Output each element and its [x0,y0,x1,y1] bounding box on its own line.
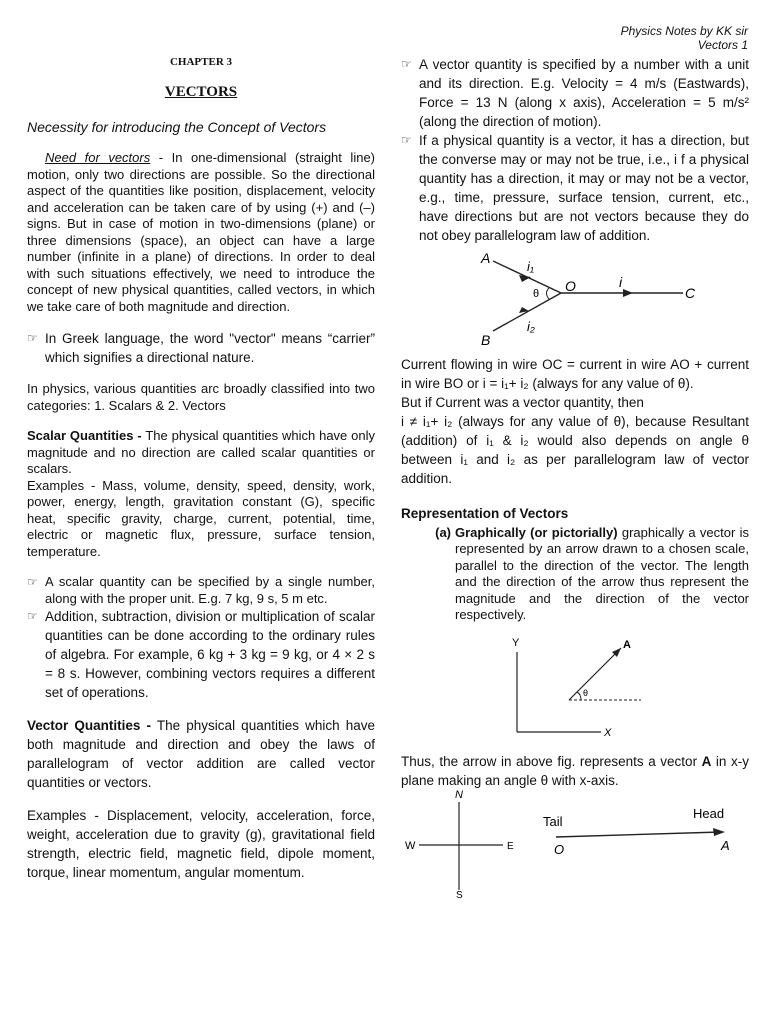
angle-arc [547,288,550,299]
need-text: - In one-dimensional (straight line) motion, only two directions are possible. So the directional aspect of the quantities like position, displacement, velocity and acceleration can be taken care of by using (+) and (–) signs. But in case of motion in two-dimensions (plane) or three dimensions (space), an object can have a large number (infinite in a plane) of directions. In order to deal with such situations effectively, we need to introduce the concept of new physical quantities, called vectors, in which we take care of both magnitude and direction. [27,150,376,314]
vector-bullet-1-text: A vector quantity is specified by a number with a unit and its direction. E.g. Velocity = 4 m/s (Eastwards), Force = 13 N (along x axis), Acceleration = 5 m/s² (along the direction of motion). [419,57,749,129]
label-tail: Tail [543,813,563,829]
angle-arc [577,692,581,700]
thus-paragraph [401,752,749,790]
classify-paragraph: In physics, various quantities arc broadly classified into two categories: 1. Scalars & 2. Vectors [27,381,375,413]
header-author: Physics Notes by KK sir [620,24,748,38]
section-subtitle: Necessity for introducing the Concept of Vectors [27,119,327,135]
compass-and-arrow-figure [401,790,749,900]
pointing-hand-icon: ☞ [27,609,38,623]
scalar-examples: Examples - Mass, volume, density, speed, density, work, power, energy, length, gravitation constant (G), specific heat, specific gravity, charge, current, potential, time, electric or magnetic flux, pressure, surface tension, temperature. [27,477,375,559]
vector-bullet-2 [401,131,749,245]
label-theta: θ [583,687,589,698]
label-i: i [619,274,623,290]
label-head: Head [693,805,725,821]
but-if-text: But if Current was a vector quantity, then [401,395,644,410]
scalar-paragraph [27,428,375,478]
left-column [27,52,375,882]
xy-axes-diagram [401,632,749,746]
label-O: O [565,278,576,294]
label-A: A [623,638,631,651]
pointing-hand-icon: ☞ [401,57,412,71]
representation-a-body: graphically a vector is represented by an arrow drawn to a chosen scale, parallel to the direction of the vector. The length and the direction of the arrow thus represent the magnitude and the direction of the vector respectively. [455,524,749,622]
representation-a-label: (a) [435,524,451,540]
current-junction-diagram [401,251,749,355]
scalar-bullet-1-text: A scalar quantity can be specified by a single number, along with the proper unit. E.g. 7 kg, 9 s, 5 m etc. [45,574,375,606]
label-i1: i₁ [527,259,534,274]
arrow-head-i [623,289,633,297]
compass-W: W [405,839,416,852]
representation-a-text [455,525,749,624]
pointing-hand-icon: ☞ [27,575,38,589]
label-C: C [685,285,696,301]
head-tail-arrow [556,832,721,837]
right-column [401,55,749,900]
vector-arrow [569,648,621,700]
scalar-bullet-2 [27,607,375,702]
scalar-label: Scalar Quantities - [27,428,142,443]
neq-text: i ≠ i₁+ i₂ (always for any value of θ), because Resultant (addition) of i₁ & i₂ would also depends on angle θ between i₁ and i₂ as per parallelogram law of vector addition. [401,414,749,486]
label-O: O [554,841,565,857]
representation-a-bold: Graphically (or pictorially) [455,524,618,540]
label-X: X [604,726,612,739]
scalar-bullet-2-text: Addition, subtraction, division or multiplication of scalar quantities can be done according to the ordinary rules of algebra. For example, 6 kg + 3 kg = 9 kg, or 4 × 2 s = 8 s. However, combining vectors requires a different set of operations. [45,609,375,700]
compass-E: E [507,840,514,852]
greek-text: In Greek language, the word "vector" means “carrier” which signifies a directional nature. [45,331,375,365]
page-title: VECTORS [164,84,238,100]
vector-label: Vector Quantities - [27,718,152,733]
vector-paragraph [27,716,375,792]
thus-text-2: in x-y plane making an angle θ with x-axis. [401,753,749,788]
head-tail-arrow-head [713,828,725,836]
representation-heading: Representation of Vectors [401,506,569,521]
pointing-hand-icon: ☞ [27,331,38,345]
representation-a [401,525,749,624]
compass-N: N [455,789,463,801]
greek-bullet [27,329,375,367]
vector-bullet-1 [401,55,749,131]
need-label: Need for vectors [45,150,151,165]
pointing-hand-icon: ☞ [401,133,412,147]
label-Y: Y [512,636,520,649]
label-i2: i₂ [527,319,535,334]
thus-text-1: Thus, the arrow in above fig. represents a vector [401,753,702,769]
current-text: Current flowing in wire OC = current in wire AO + current in wire BO or i = i₁+ i₂ (always for any value of θ). [401,357,749,391]
label-A: A [481,251,491,266]
header-page-label: Vectors 1 [697,38,748,52]
chapter-label: CHAPTER 3 [169,56,233,68]
page-header [621,24,748,52]
scalar-definition: The physical quantities which have only magnitude and no direction are called scalar quantities or scalars. [27,428,375,476]
vector-bullet-2-text: If a physical quantity is a vector, it has a direction, but the converse may or may not be true, i.e., i f a physical quantity has a direction, it may or may not be a vector, e.g., time, pressure, surface tension, current, etc., have directions but are not vectors because they do not obey parallelogram law of addition. [419,133,749,243]
vector-definition: The physical quantities which have both magnitude and direction and obey the laws of parallelogram of vector addition are called vector quantities or vectors. [27,718,376,790]
label-A: A [721,837,730,853]
label-theta: θ [533,288,540,300]
scalar-bullet-1 [27,574,375,607]
vector-examples: Examples - Displacement, velocity, acceleration, force, weight, acceleration due to gravity (g), gravitational field strength, electric field, magnetic field, dipole moment, torque, linear momentum, angular momentum. [27,808,375,880]
compass-S: S [456,889,463,900]
need-paragraph [27,150,375,315]
label-B: B [481,332,491,348]
thus-bold: A [701,753,712,769]
